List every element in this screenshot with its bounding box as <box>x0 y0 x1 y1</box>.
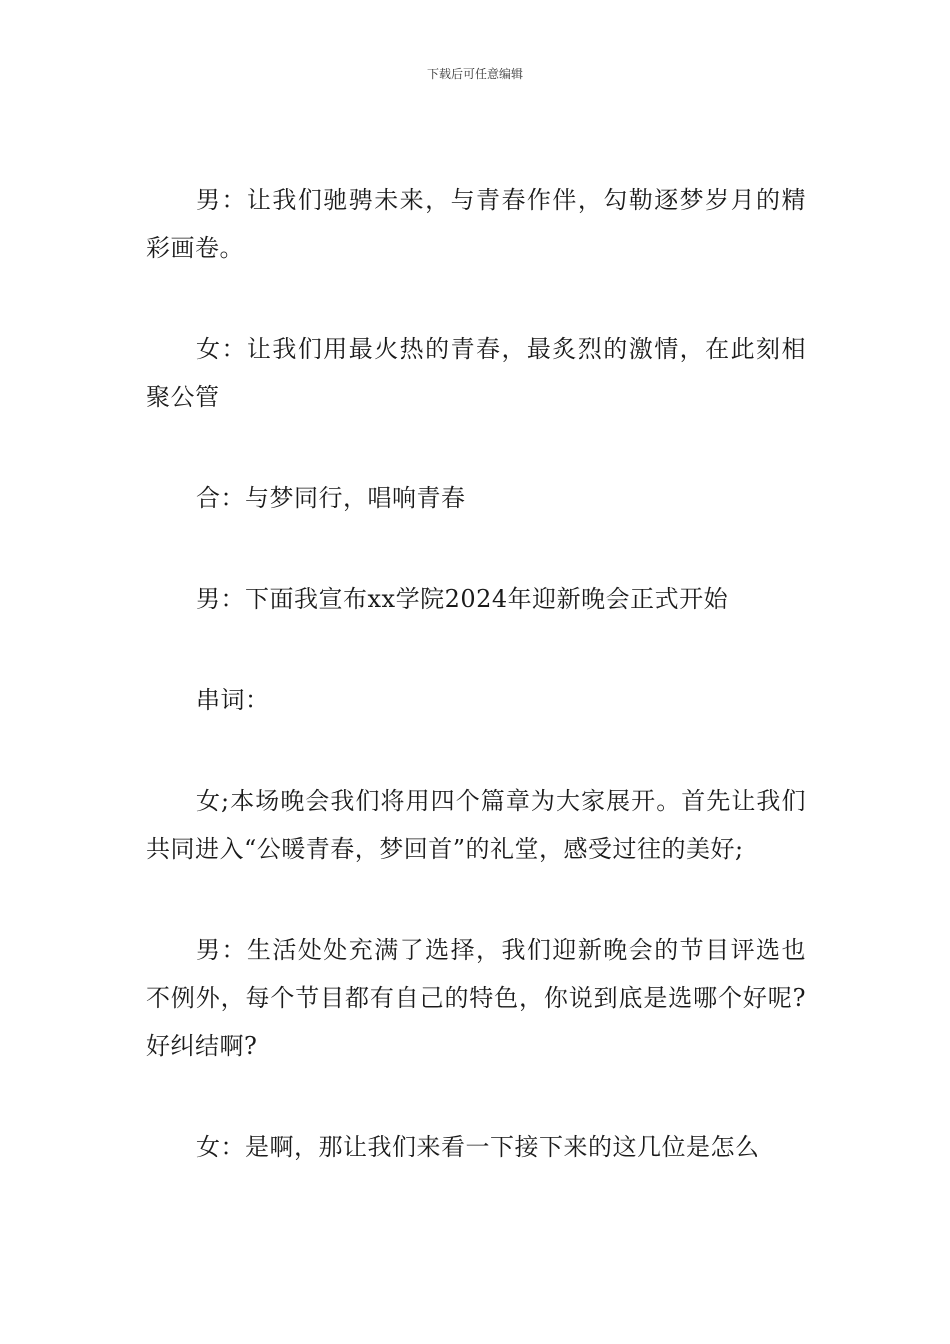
paragraph: 串词： <box>196 686 270 714</box>
paragraph: 女：让我们用最火热的青春，最炙烈的激情，在此刻相聚公管 <box>146 335 806 411</box>
paragraph: 合：与梦同行，唱响青春 <box>196 484 466 512</box>
paragraph: 男：生活处处充满了选择，我们迎新晚会的节目评选也不例外，每个节目都有自己的特色，你说到底是选哪个好呢?好纠结啊? <box>146 936 806 1060</box>
document-body <box>146 176 806 1224</box>
paragraph: 女;本场晚会我们将用四个篇章为大家展开。首先让我们共同进入“公暖青春，梦回首”的礼堂，感受过往的美好; <box>146 787 806 863</box>
paragraph: 女：是啊，那让我们来看一下接下来的这几位是怎么 <box>196 1133 760 1161</box>
paragraph: 男：下面我宣布xx学院2024年迎新晚会正式开始 <box>196 585 729 613</box>
paragraph: 男：让我们驰骋未来，与青春作伴，勾勒逐梦岁月的精彩画卷。 <box>146 186 806 262</box>
page-header: 下载后可任意编辑 <box>426 67 523 81</box>
